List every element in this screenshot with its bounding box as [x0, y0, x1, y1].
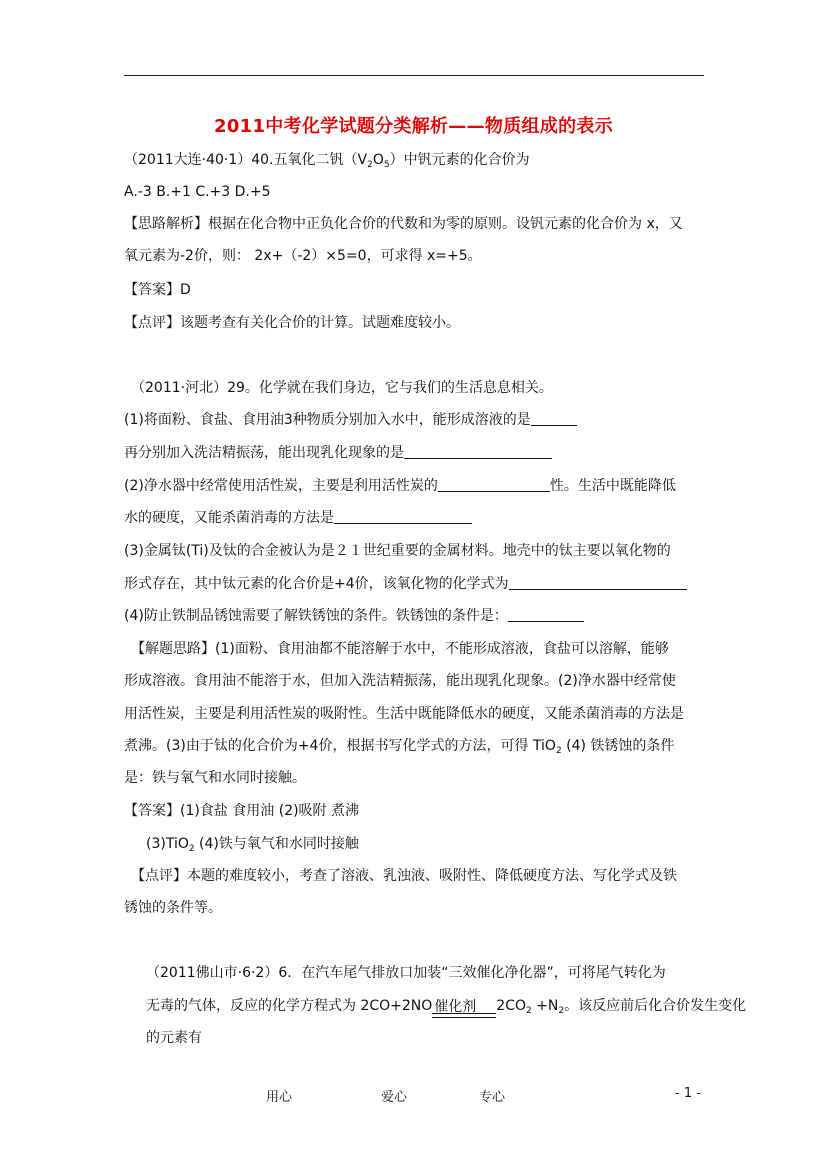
q2-part4 [124, 606, 584, 626]
q3-equation-n2: +N [531, 998, 559, 1014]
q2-solution-line4-tail: (4) 铁锈蚀的条件 [561, 738, 675, 754]
answer-blank [531, 411, 577, 426]
answer-blank [508, 607, 584, 622]
q2-part1b-text: 再分别加入洗洁精振荡，能出现乳化现象的是 [124, 445, 404, 461]
footer-word-3: 专心 [479, 1090, 506, 1105]
q2-part2b-text: 水的硬度，又能杀菌消毒的方法是 [124, 510, 334, 526]
footer-word-2: 爱心 [381, 1090, 408, 1105]
answer-blank [404, 444, 552, 459]
q2-comment-line2: 锈蚀的条件等。 [124, 900, 222, 916]
q3-stem-line2 [146, 996, 746, 1021]
q1-analysis-line2: 氧元素为-2价，则： 2x+（-2）×5=0，可求得 x=+5。 [124, 248, 482, 264]
q2-part2a-tail: 性。生活中既能降低 [549, 478, 676, 494]
q1-sub-o: 5 [383, 160, 390, 170]
q1-analysis-line1: 【思路解析】根据在化合物中正负化合价的代数和为零的原则。设钒元素的化合价为 x，又 [124, 216, 683, 232]
catalyst-label: 催化剂 [434, 999, 477, 1015]
q2-solution-line4-text: 煮沸。(3)由于钛的化合价为+4价，根据书写化学式的方法，可得 TiO [124, 738, 556, 754]
answer-blank [509, 575, 687, 590]
q2-answer-sub: 2 [188, 844, 195, 854]
q2-part3a: (3)金属钛(Ti)及钛的合金被认为是２１世纪重要的金属材料。地壳中的钛主要以氧化物的 [124, 543, 671, 559]
q2-part2b [124, 508, 472, 528]
q2-solution-line4 [124, 736, 674, 761]
q1-stem-text: （2011大连·40·1）40.五氧化二钒（V [124, 152, 368, 168]
footer-word-1: 用心 [266, 1090, 293, 1105]
q2-solution-line1: 【解题思路】(1)面粉、食用油都不能溶解于水中，不能形成溶液，食盐可以溶解，能够 [131, 641, 669, 657]
q1-sub-v: 2 [367, 160, 373, 170]
q3-sub-co2: 2 [526, 1006, 532, 1016]
q1-stem [124, 150, 530, 175]
q1-comment: 【点评】该题考查有关化合价的计算。试题难度较小。 [124, 315, 460, 331]
q2-answer-line2-text: (3)TiO [146, 836, 189, 852]
q2-solution-sub: 2 [555, 746, 562, 756]
q1-answer: 【答案】D [124, 282, 191, 298]
q2-part2a [124, 476, 676, 496]
q2-comment-line1: 【点评】本题的难度较小，考查了溶液、乳浊液、吸附性、降低硬度方法、写化学式及铁 [131, 868, 677, 884]
q2-part3b [124, 574, 687, 594]
q2-part2a-text: (2)净水器中经常使用活性炭，主要是利用活性炭的 [124, 478, 438, 494]
q2-answer-line1: 【答案】(1)食盐 食用油 (2)吸附 煮沸 [124, 803, 360, 819]
q2-part1a [124, 410, 577, 430]
q3-stem-line2-tail: 。该反应前后化合价发生变化 [564, 998, 747, 1014]
q2-part1a-text: (1)将面粉、食盐、食用油3种物质分别加入水中，能形成溶液的是 [124, 412, 531, 428]
q3-sub-n2: 2 [558, 1006, 565, 1016]
q2-solution-line5: 是：铁与氧气和水同时接触。 [124, 770, 306, 786]
q3-stem-line3: 的元素有 [146, 1030, 202, 1046]
q2-part4-text: (4)防止铁制品锈蚀需要了解铁锈蚀的条件。铁锈蚀的条件是： [124, 608, 508, 624]
answer-blank [334, 509, 472, 524]
q2-answer-line2-tail: (4)铁与氧气和水同时接触 [194, 836, 359, 852]
q3-equation-co2: 2CO [496, 998, 526, 1014]
document-title: 2011中考化学试题分类解析——物质组成的表示 [214, 116, 613, 137]
equals-line-top [432, 1013, 496, 1014]
q3-equation-left: 无毒的气体，反应的化学方程式为 2CO+2NO [146, 998, 433, 1014]
header-rule [124, 75, 704, 76]
q2-answer-line2 [146, 834, 359, 859]
q2-stem: （2011·河北）29。化学就在我们身边，它与我们的生活息息相关。 [131, 380, 553, 396]
q2-solution-line3: 用活性炭，主要是利用活性炭的吸附性。生活中既能降低水的硬度，又能杀菌消毒的方法是 [124, 706, 684, 722]
q1-options: A.-3 B.+1 C.+3 D.+5 [124, 184, 271, 200]
q2-solution-line2: 形成溶液。食用油不能溶于水，但加入洗洁精振荡，能出现乳化现象。(2)净水器中经常使 [124, 673, 676, 689]
q1-stem-o: O [372, 152, 384, 168]
q3-stem-line1: （2011佛山市·6·2）6．在汽车尾气排放口加装“三效催化净化器”，可将尾气转化为 [146, 965, 666, 981]
page-number: - 1 - [675, 1086, 701, 1101]
q2-part3b-text: 形式存在，其中钛元素的化合价是+4价，该氧化物的化学式为 [124, 576, 509, 592]
equals-line-bottom [432, 1017, 496, 1018]
answer-blank [438, 477, 550, 492]
q1-stem-tail: ）中钒元素的化合价为 [389, 152, 530, 168]
q2-part1b [124, 443, 552, 463]
